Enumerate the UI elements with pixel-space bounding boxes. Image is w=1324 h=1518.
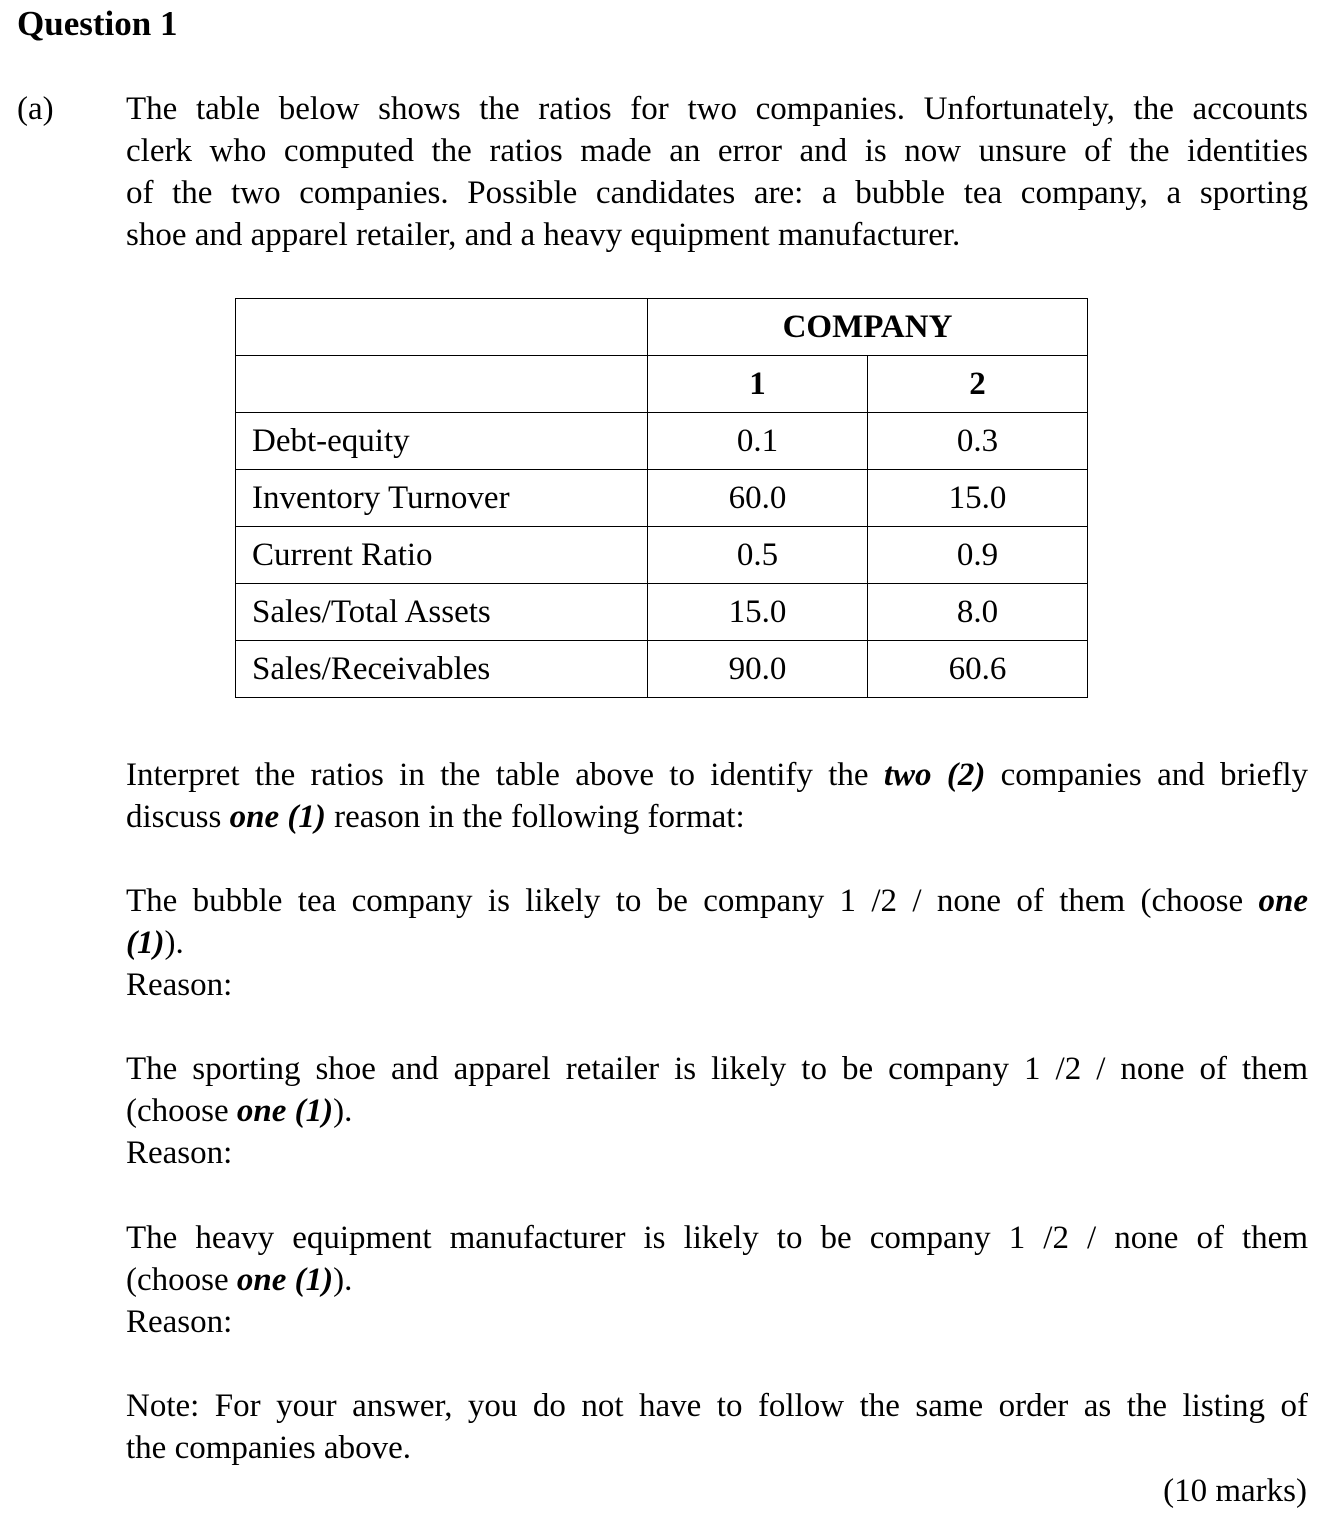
instruction-text: Interpret the ratios in the table above to identify the bbox=[126, 757, 884, 793]
reason-label: Reason: bbox=[126, 1304, 233, 1340]
intro-line: shoe and apparel retailer, and a heavy equipment manufacturer. bbox=[126, 217, 961, 253]
item-emphasis: one bbox=[1258, 883, 1308, 919]
part-label: (a) bbox=[17, 91, 54, 127]
table-subheader-row bbox=[236, 356, 1088, 413]
item-line: The heavy equipment manufacturer is likely to be company 1 /2 / none of them bbox=[126, 1220, 1308, 1256]
instruction-emphasis: two (2) bbox=[883, 757, 986, 793]
instruction-emphasis: one (1) bbox=[229, 799, 326, 835]
marks-label: (10 marks) bbox=[1163, 1473, 1307, 1509]
item-text: ). bbox=[333, 1093, 353, 1129]
intro-paragraph bbox=[126, 88, 1308, 256]
company-1-value: 90.0 bbox=[648, 641, 868, 698]
table-row bbox=[236, 470, 1088, 527]
company-1-value: 60.0 bbox=[648, 470, 868, 527]
company-1-value: 15.0 bbox=[648, 584, 868, 641]
reason-label: Reason: bbox=[126, 967, 233, 1003]
table-row bbox=[236, 527, 1088, 584]
table-header-row bbox=[236, 299, 1088, 356]
table-row bbox=[236, 584, 1088, 641]
company-2-header: 2 bbox=[868, 356, 1088, 413]
item-emphasis: (1) bbox=[126, 925, 165, 961]
company-2-value: 60.6 bbox=[868, 641, 1088, 698]
instruction-line bbox=[126, 796, 1308, 838]
intro-line: The table below shows the ratios for two companies. Unfortunately, the accounts bbox=[126, 91, 1308, 127]
question-title: Question 1 bbox=[17, 4, 178, 43]
ratio-table bbox=[235, 298, 1088, 698]
bubble-tea-item bbox=[126, 880, 1308, 1006]
table-row bbox=[236, 413, 1088, 470]
table-row bbox=[236, 641, 1088, 698]
ratio-label: Debt-equity bbox=[236, 413, 648, 470]
shoe-retailer-item bbox=[126, 1048, 1308, 1174]
ratio-label: Inventory Turnover bbox=[236, 470, 648, 527]
note-line: the companies above. bbox=[126, 1430, 411, 1466]
item-line bbox=[126, 1090, 1308, 1132]
company-2-value: 15.0 bbox=[868, 470, 1088, 527]
company-1-header: 1 bbox=[648, 356, 868, 413]
ratio-label: Sales/Total Assets bbox=[236, 584, 648, 641]
instruction-text: companies and briefly bbox=[985, 757, 1308, 793]
instruction-text: discuss bbox=[126, 799, 230, 835]
company-2-value: 0.3 bbox=[868, 413, 1088, 470]
company-1-value: 0.1 bbox=[648, 413, 868, 470]
reason-label: Reason: bbox=[126, 1135, 233, 1171]
item-text: The bubble tea company is likely to be company 1 /2 / none of them (choose bbox=[126, 883, 1259, 919]
company-2-value: 0.9 bbox=[868, 527, 1088, 584]
subheader-empty-cell bbox=[236, 356, 648, 413]
ratio-label: Sales/Receivables bbox=[236, 641, 648, 698]
note-paragraph bbox=[126, 1385, 1308, 1469]
note-line: Note: For your answer, you do not have to follow the same order as the listing of bbox=[126, 1388, 1308, 1424]
instruction-line bbox=[126, 754, 1308, 796]
heavy-equipment-item bbox=[126, 1217, 1308, 1343]
item-line bbox=[126, 880, 1308, 922]
item-text: (choose bbox=[126, 1262, 237, 1298]
item-line: The sporting shoe and apparel retailer is likely to be company 1 /2 / none of them bbox=[126, 1051, 1308, 1087]
instruction-paragraph bbox=[126, 754, 1308, 838]
company-1-value: 0.5 bbox=[648, 527, 868, 584]
company-group-header: COMPANY bbox=[648, 299, 1088, 356]
item-emphasis: one (1) bbox=[236, 1093, 334, 1129]
intro-line: of the two companies. Possible candidates are: a bubble tea company, a sporting bbox=[126, 175, 1308, 211]
header-empty-cell bbox=[236, 299, 648, 356]
item-emphasis: one (1) bbox=[236, 1262, 334, 1298]
company-2-value: 8.0 bbox=[868, 584, 1088, 641]
item-line bbox=[126, 1259, 1308, 1301]
instruction-text: reason in the following format: bbox=[325, 799, 745, 835]
item-text: ). bbox=[333, 1262, 353, 1298]
item-text: (choose bbox=[126, 1093, 237, 1129]
intro-line: clerk who computed the ratios made an error and is now unsure of the identities bbox=[126, 133, 1308, 169]
item-line bbox=[126, 922, 1308, 964]
ratio-label: Current Ratio bbox=[236, 527, 648, 584]
item-text: ). bbox=[164, 925, 184, 961]
